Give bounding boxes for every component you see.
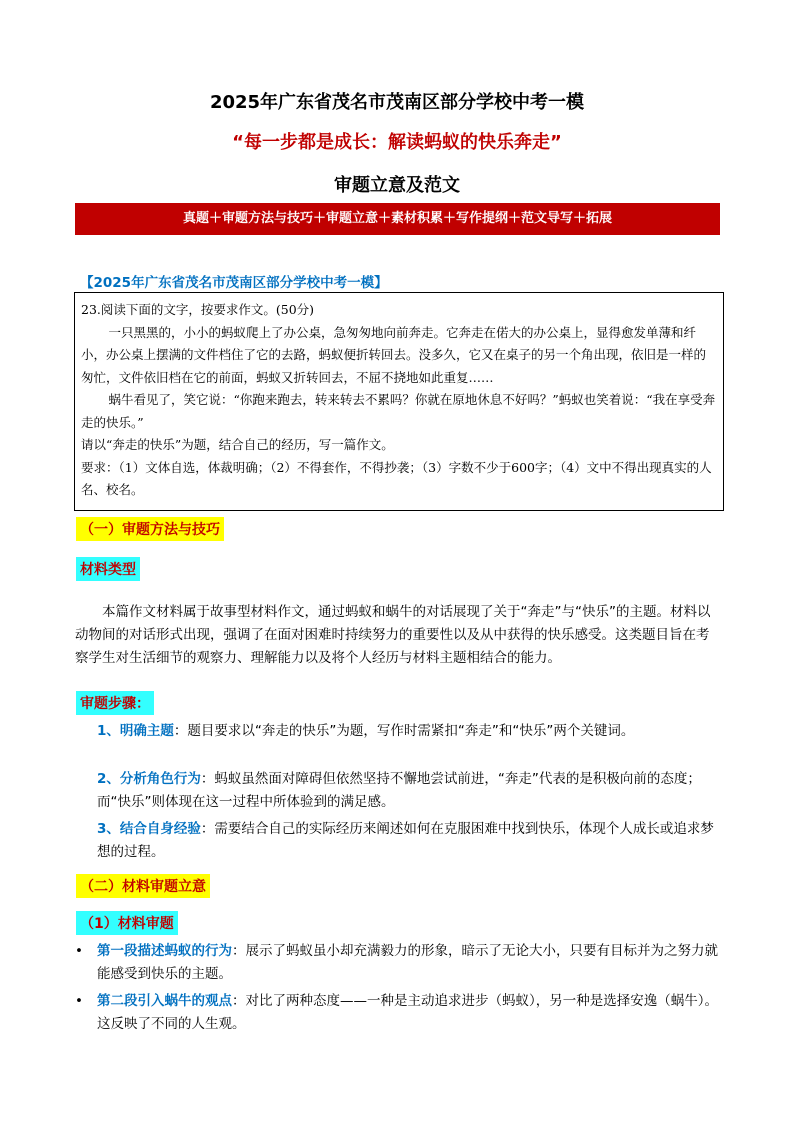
document-subtitle: “每一步都是成长：解读蚂蚁的快乐奔走”: [232, 132, 562, 153]
bullet-text: ：展示了蚂蚁虽小却充满毅力的形象，暗示了无论大小，只要有目标并为之努力就能感受到快乐的主题。: [97, 943, 718, 982]
analysis-step: [97, 818, 722, 864]
section-heading: （一）审题方法与技巧: [76, 517, 224, 541]
bullet-icon: •: [75, 943, 83, 959]
question-line: 23.阅读下面的文字，按要求作文。(50分): [81, 302, 315, 317]
bullet-label: 第一段描述蚂蚁的行为: [97, 943, 232, 959]
step-text: ：题目要求以“奔走的快乐”为题，写作时需紧扣“奔走”和“快乐”两个关键词。: [173, 723, 635, 739]
source-label: 【2025年广东省茂名市茂南区部分学校中考一模】: [80, 275, 388, 291]
subsection-heading: （1）材料审题: [76, 911, 178, 935]
bullet-text: ：对比了两种态度——一种是主动追求进步（蚂蚁），另一种是选择安逸（蜗牛）。这反映了不同的人生观。: [97, 993, 718, 1032]
question-box: [74, 292, 724, 511]
document-type: 审题立意及范文: [334, 175, 460, 196]
question-paragraph: 蜗牛看见了，笑它说：“你跑来跑去，转来转去不累吗？你就在原地休息不好吗？”蚂蚁也笑着说：“我在享受奔走的快乐。”: [81, 392, 716, 430]
question-instruction: 请以“奔走的快乐”为题，结合自己的经历，写一篇作文。: [81, 437, 394, 452]
paragraph-text: 本篇作文材料属于故事型材料作文，通过蚂蚁和蜗牛的对话展现了关于“奔走”与“快乐”的主题。材料以动物间的对话形式出现，强调了在面对困难时持续努力的重要性以及从中获得的快乐感受。这类题目旨在考察学生对生活细节的观察力、理解能力以及将个人经历与材料主题相结合的能力。: [75, 604, 711, 666]
step-text: ：需要结合自己的实际经历来阐述如何在克服困难中找到快乐，体现个人成长或追求梦想的过程。: [97, 821, 714, 860]
step-label: 3、结合自身经验: [97, 821, 201, 837]
question-paragraph: 一只黑黑的，小小的蚂蚁爬上了办公桌，急匆匆地向前奔走。它奔走在偌大的办公桌上，显得愈发单薄和纤小，办公桌上摆满的文件档住了它的去路，蚂蚁便折转回去。没多久，它又在桌子的另一个角出现，依旧是一样的匆忙，文件依旧档在它的前面，蚂蚁又折转回去，不屈不挠地如此重复……: [81, 324, 707, 385]
list-item: [75, 940, 722, 986]
bullet-icon: •: [75, 993, 83, 1009]
section-heading: （二）材料审题立意: [76, 874, 210, 898]
list-item: [75, 990, 722, 1036]
subsection-heading: 审题步骤：: [76, 691, 154, 715]
analysis-step: [97, 768, 722, 814]
subsection-heading: 材料类型: [76, 557, 140, 581]
bullet-label: 第二段引入蜗牛的观点: [97, 993, 232, 1009]
analysis-step: [97, 720, 722, 743]
step-text: ：蚂蚁虽然面对障碍但依然坚持不懈地尝试前进，“奔走”代表的是积极向前的态度；而“快乐”则体现在这一过程中所体验到的满足感。: [97, 771, 701, 810]
material-type-paragraph: [75, 601, 720, 670]
step-label: 2、分析角色行为: [97, 771, 201, 787]
contents-banner: 真题＋审题方法与技巧＋审题立意＋素材积累＋写作提纲＋范文导写＋拓展: [75, 203, 720, 235]
step-label: 1、明确主题: [97, 723, 174, 739]
question-requirements: 要求：（1）文体自选，体裁明确；（2）不得套作，不得抄袭；（3）字数不少于600字；（4）文中不得出现真实的人名、校名。: [81, 459, 712, 497]
document-title: 2025年广东省茂名市茂南区部分学校中考一模: [209, 92, 585, 113]
